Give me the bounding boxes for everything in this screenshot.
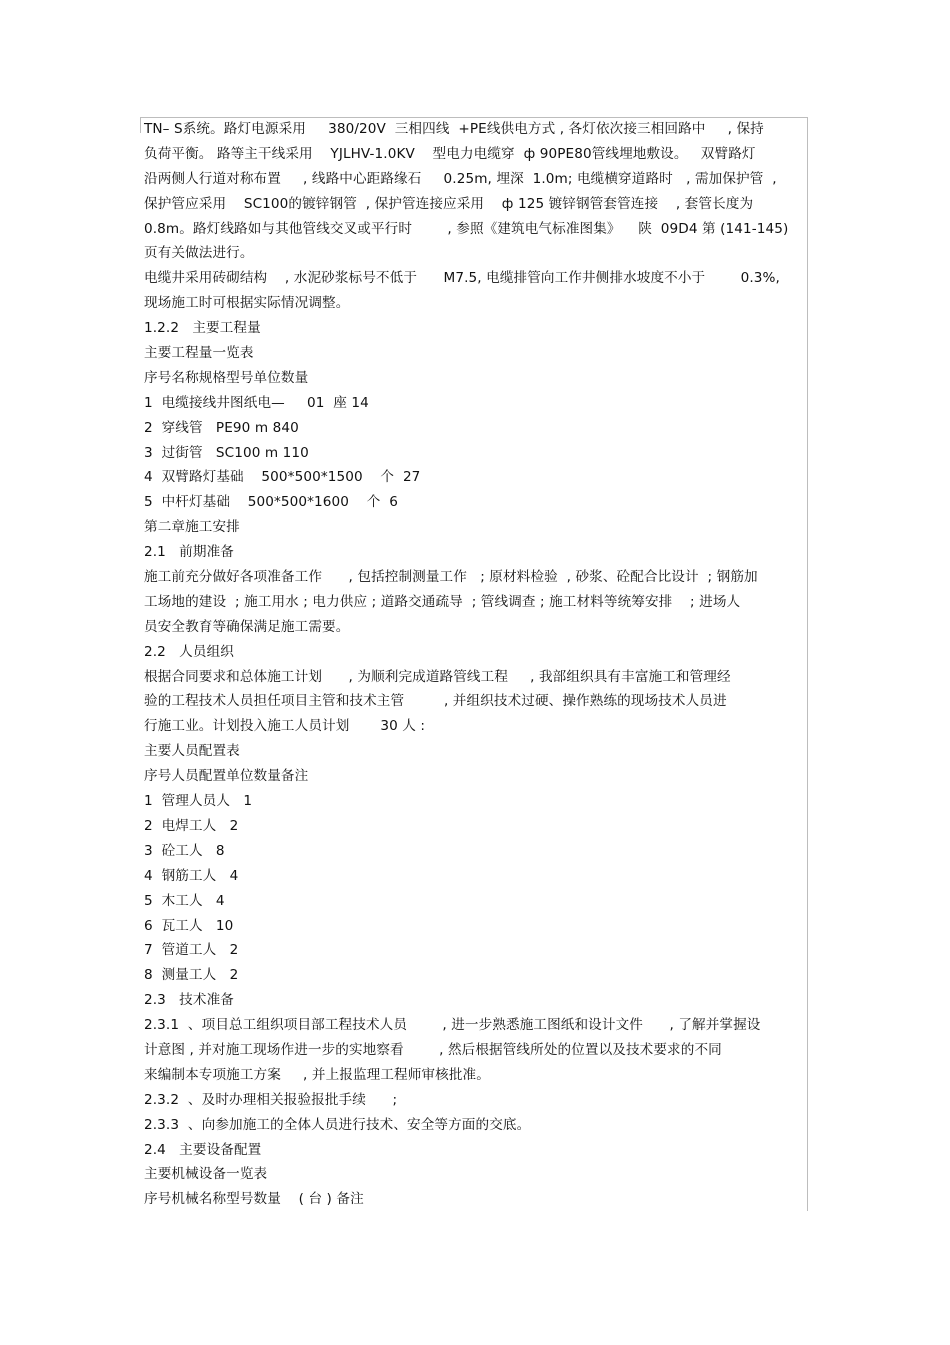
page-frame-left-border — [140, 117, 141, 133]
text-line: 行施工业。计划投入施工人员计划 30 人 : — [144, 718, 426, 735]
text-line: 施工前充分做好各项准备工作 , 包括控制测量工作 ; 原材料检验 , 砂浆、砼配合比设计 ; 钢筋加 — [144, 569, 758, 586]
table-row: 1 电缆接线井图纸电— 01 座 14 — [144, 394, 369, 411]
table-row: 4 钢筋工人 4 — [144, 867, 239, 884]
table-row: 7 管道工人 2 — [144, 942, 239, 959]
section-heading: 2.2 人员组织 — [144, 643, 234, 660]
section-heading: 1.2.2 主要工程量 — [144, 320, 261, 337]
table-row: 6 瓦工人 10 — [144, 917, 234, 934]
text-line: 员安全教育等确保满足施工需要。 — [144, 618, 350, 635]
table-header: 序号人员配置单位数量备注 — [144, 768, 309, 785]
chapter-heading: 第二章施工安排 — [144, 519, 240, 536]
table-row: 2 电焊工人 2 — [144, 817, 239, 834]
text-line: 计意图 , 并对施工现场作进一步的实地察看 , 然后根据管线所处的位置以及技术要求的不同 — [144, 1041, 722, 1058]
table-row: 8 测量工人 2 — [144, 967, 239, 984]
table-row: 3 砼工人 8 — [144, 842, 225, 859]
table-row: 2 穿线管 PE90 m 840 — [144, 419, 299, 436]
text-line: 2.3.3 、向参加施工的全体人员进行技术、安全等方面的交底。 — [144, 1116, 531, 1133]
text-line: TN– S系统。路灯电源采用 380/20V 三相四线 +PE线供电方式 , 各灯依次接三相回路中 , 保持 — [144, 121, 764, 137]
text-line: 2.3.1 、项目总工组织项目部工程技术人员 , 进一步熟悉施工图纸和设计文件 , 了解并掌握设 — [144, 1017, 761, 1034]
text-line: 现场施工时可根据实际情况调整。 — [144, 295, 350, 312]
table-title: 主要工程量一览表 — [144, 345, 254, 362]
table-header: 序号机械名称型号数量 ( 台 ) 备注 — [144, 1191, 364, 1208]
section-heading: 2.4 主要设备配置 — [144, 1141, 262, 1158]
text-line: 电缆井采用砖砌结构 , 水泥砂浆标号不低于 M7.5, 电缆排管向工作井侧排水坡度不小于 0.3%, — [144, 270, 780, 287]
section-heading: 2.3 技术准备 — [144, 992, 234, 1009]
text-line: 保护管应采用 SC100的镀锌钢管 , 保护管连接应采用 ф 125 镀锌钢管套管连接 , 套管长度为 — [144, 195, 754, 212]
table-row: 3 过街管 SC100 m 110 — [144, 444, 309, 461]
table-row: 4 双臂路灯基础 500*500*1500 个 27 — [144, 469, 421, 486]
table-title: 主要人员配置表 — [144, 743, 240, 760]
document-body — [144, 117, 814, 1212]
text-line: 工场地的建设 ; 施工用水 ; 电力供应 ; 道路交通疏导 ; 管线调查 ; 施工材料等统筹安排 ; 进场人 — [144, 593, 741, 610]
text-line: 验的工程技术人员担任项目主管和技术主管 , 并组织技术过硬、操作熟练的现场技术人员进 — [144, 693, 727, 710]
table-title: 主要机械设备一览表 — [144, 1166, 268, 1183]
text-line: 2.3.2 、及时办理相关报验报批手续 ; — [144, 1091, 398, 1108]
section-heading: 2.1 前期准备 — [144, 544, 234, 561]
text-line: 来编制本专项施工方案 , 并上报监理工程师审核批准。 — [144, 1066, 490, 1083]
text-line: 页有关做法进行。 — [144, 245, 254, 262]
table-row: 1 管理人员人 1 — [144, 793, 253, 810]
table-row: 5 中杆灯基础 500*500*1600 个 6 — [144, 494, 398, 511]
text-line: 负荷平衡。 路等主干线采用 YJLHV-1.0KV 型电力电缆穿 ф 90PE80管线埋地敷设。 双臂路灯 — [144, 145, 756, 162]
table-row: 5 木工人 4 — [144, 892, 225, 909]
table-header: 序号名称规格型号单位数量 — [144, 369, 309, 386]
text-line: 0.8m。路灯线路如与其他管线交叉或平行时 , 参照《建筑电气标准图集》 陕 09D4 第 (141-145) — [144, 220, 789, 237]
text-line: 根据合同要求和总体施工计划 , 为顺利完成道路管线工程 , 我部组织具有丰富施工和管理经 — [144, 668, 731, 685]
text-line: 沿两侧人行道对称布置 , 线路中心距路缘石 0.25m, 埋深 1.0m; 电缆横穿道路时 , 需加保护管 , — [144, 170, 777, 187]
